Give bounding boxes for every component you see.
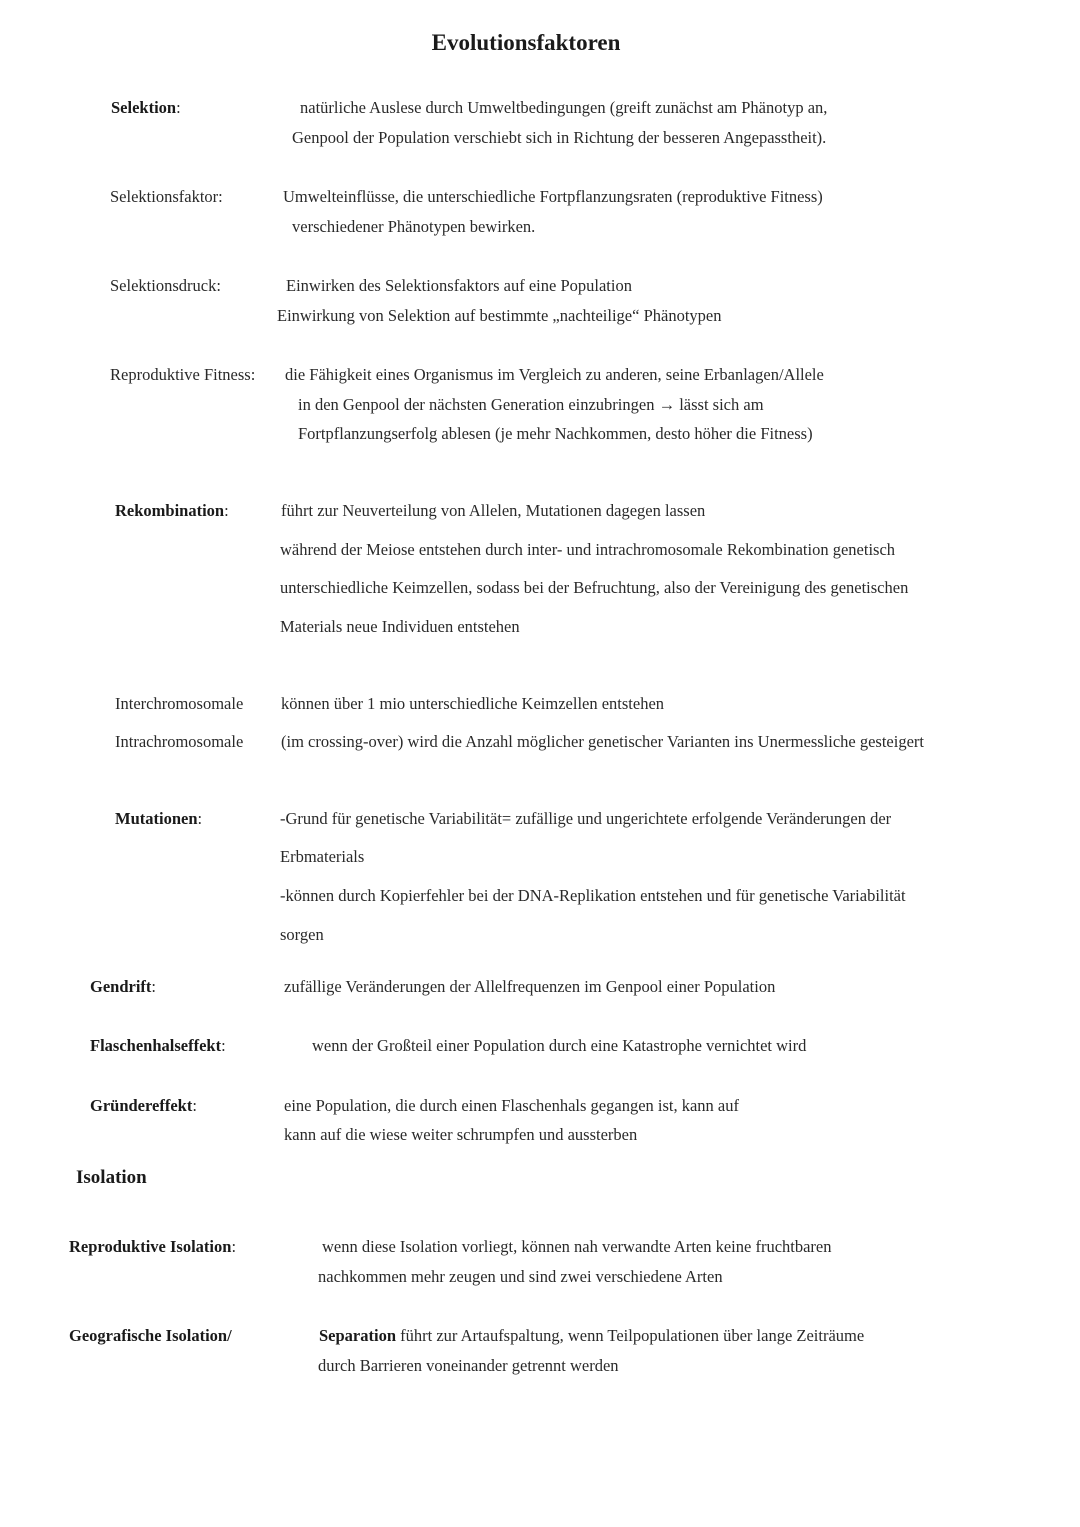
term-reproduktive-fitness: Reproduktive Fitness:	[110, 365, 256, 384]
term-selektion-label: Selektion	[111, 98, 177, 117]
term-flaschenhalseffekt	[90, 1036, 226, 1056]
mutationen-line-3: -können durch Kopierfehler bei der DNA-Replikation entstehen und für genetische Variabilität	[280, 886, 906, 905]
rekombination-line-1: führt zur Neuverteilung von Allelen, Mutationen dagegen lassen	[281, 501, 706, 520]
term-selektion-colon: :	[176, 98, 181, 117]
rekombination-line-2: während der Meiose entstehen durch inter- und intrachromosomale Rekombination genetisch	[280, 540, 896, 559]
term-separation: Separation	[319, 1326, 397, 1345]
term-gruendereffekt-colon: :	[192, 1096, 197, 1115]
interchromosomale-text: können über 1 mio unterschiedliche Keimzellen entstehen	[281, 694, 665, 713]
gruendereffekt-line-2: kann auf die wiese weiter schrumpfen und aussterben	[284, 1125, 638, 1144]
separation-text: führt zur Artaufspaltung, wenn Teilpopulationen über lange Zeiträume	[400, 1326, 865, 1345]
term-flaschenhalseffekt-colon: :	[221, 1036, 226, 1055]
fitness-line-1: die Fähigkeit eines Organismus im Vergleich zu anderen, seine Erbanlagen/Allele	[285, 365, 824, 384]
page-title: Evolutionsfaktoren	[431, 30, 621, 55]
term-intrachromosomale: Intrachromosomale	[115, 732, 244, 751]
term-mutationen-label: Mutationen	[115, 809, 198, 828]
term-selektion	[111, 98, 181, 118]
flaschenhalseffekt-text: wenn der Großteil einer Population durch eine Katastrophe vernichtet wird	[312, 1036, 807, 1055]
selektionsdruck-line-1: Einwirken des Selektionsfaktors auf eine Population	[286, 276, 632, 295]
fitness-line-3: Fortpflanzungserfolg ablesen (je mehr Nachkommen, desto höher die Fitness)	[298, 424, 813, 443]
term-selektionsfaktor: Selektionsfaktor:	[110, 187, 223, 206]
term-gruendereffekt	[90, 1096, 197, 1116]
rekombination-line-3: unterschiedliche Keimzellen, sodass bei der Befruchtung, also der Vereinigung des genetischen	[280, 578, 909, 597]
term-selektionsdruck: Selektionsdruck:	[110, 276, 221, 295]
term-geografische-isolation: Geografische Isolation/	[69, 1326, 232, 1345]
selektionsfaktor-line-1: Umwelteinflüsse, die unterschiedliche Fortpflanzungsraten (reproduktive Fitness)	[283, 187, 823, 206]
selektionsdruck-line-2: Einwirkung von Selektion auf bestimmte „nachteilige“ Phänotypen	[277, 306, 722, 325]
section-heading-isolation: Isolation	[76, 1167, 147, 1188]
mutationen-line-4: sorgen	[280, 925, 324, 944]
gruendereffekt-line-1: eine Population, die durch einen Flaschenhals gegangen ist, kann auf	[284, 1096, 739, 1115]
term-rekombination	[115, 501, 229, 521]
term-reproduktive-isolation	[69, 1237, 236, 1257]
intrachromosomale-text: (im crossing-over) wird die Anzahl möglicher genetischer Varianten ins Unermessliche gesteigert	[281, 732, 924, 751]
term-mutationen-colon: :	[197, 809, 203, 828]
selektion-line-1: natürliche Auslese durch Umweltbedingungen (greift zunächst am Phänotyp an,	[300, 98, 828, 117]
term-mutationen	[115, 809, 202, 829]
selektion-line-2: Genpool der Population verschiebt sich in Richtung der besseren Angepasstheit).	[292, 128, 827, 147]
term-gruendereffekt-label: Gründereffekt	[90, 1096, 193, 1115]
term-flaschenhalseffekt-label: Flaschenhalseffekt	[90, 1036, 222, 1055]
term-rekombination-label: Rekombination	[115, 501, 225, 520]
term-rekombination-colon: :	[224, 501, 229, 520]
reproduktive-isolation-line-2: nachkommen mehr zeugen und sind zwei verschiedene Arten	[318, 1267, 723, 1286]
mutationen-line-2: Erbmaterials	[280, 847, 365, 866]
fitness-line-2: in den Genpool der nächsten Generation einzubringen → lässt sich am	[298, 395, 764, 414]
geografische-isolation-line-2: durch Barrieren voneinander getrennt werden	[318, 1356, 619, 1375]
term-reproduktive-isolation-label: Reproduktive Isolation	[69, 1237, 232, 1256]
gendrift-text: zufällige Veränderungen der Allelfrequenzen im Genpool einer Population	[284, 977, 776, 996]
mutationen-line-1: -Grund für genetische Variabilität= zufällige und ungerichtete erfolgende Veränderungen der	[280, 809, 892, 828]
term-interchromosomale: Interchromosomale	[115, 694, 244, 713]
selektionsfaktor-line-2: verschiedener Phänotypen bewirken.	[292, 217, 536, 236]
term-reproduktive-isolation-colon: :	[231, 1237, 237, 1256]
reproduktive-isolation-line-1: wenn diese Isolation vorliegt, können nah verwandte Arten keine fruchtbaren	[322, 1237, 832, 1256]
term-gendrift-label: Gendrift	[90, 977, 152, 996]
rekombination-line-4: Materials neue Individuen entstehen	[280, 617, 520, 636]
term-gendrift-colon: :	[151, 977, 157, 996]
term-gendrift	[90, 977, 156, 997]
geografische-isolation-line-1	[319, 1326, 864, 1346]
